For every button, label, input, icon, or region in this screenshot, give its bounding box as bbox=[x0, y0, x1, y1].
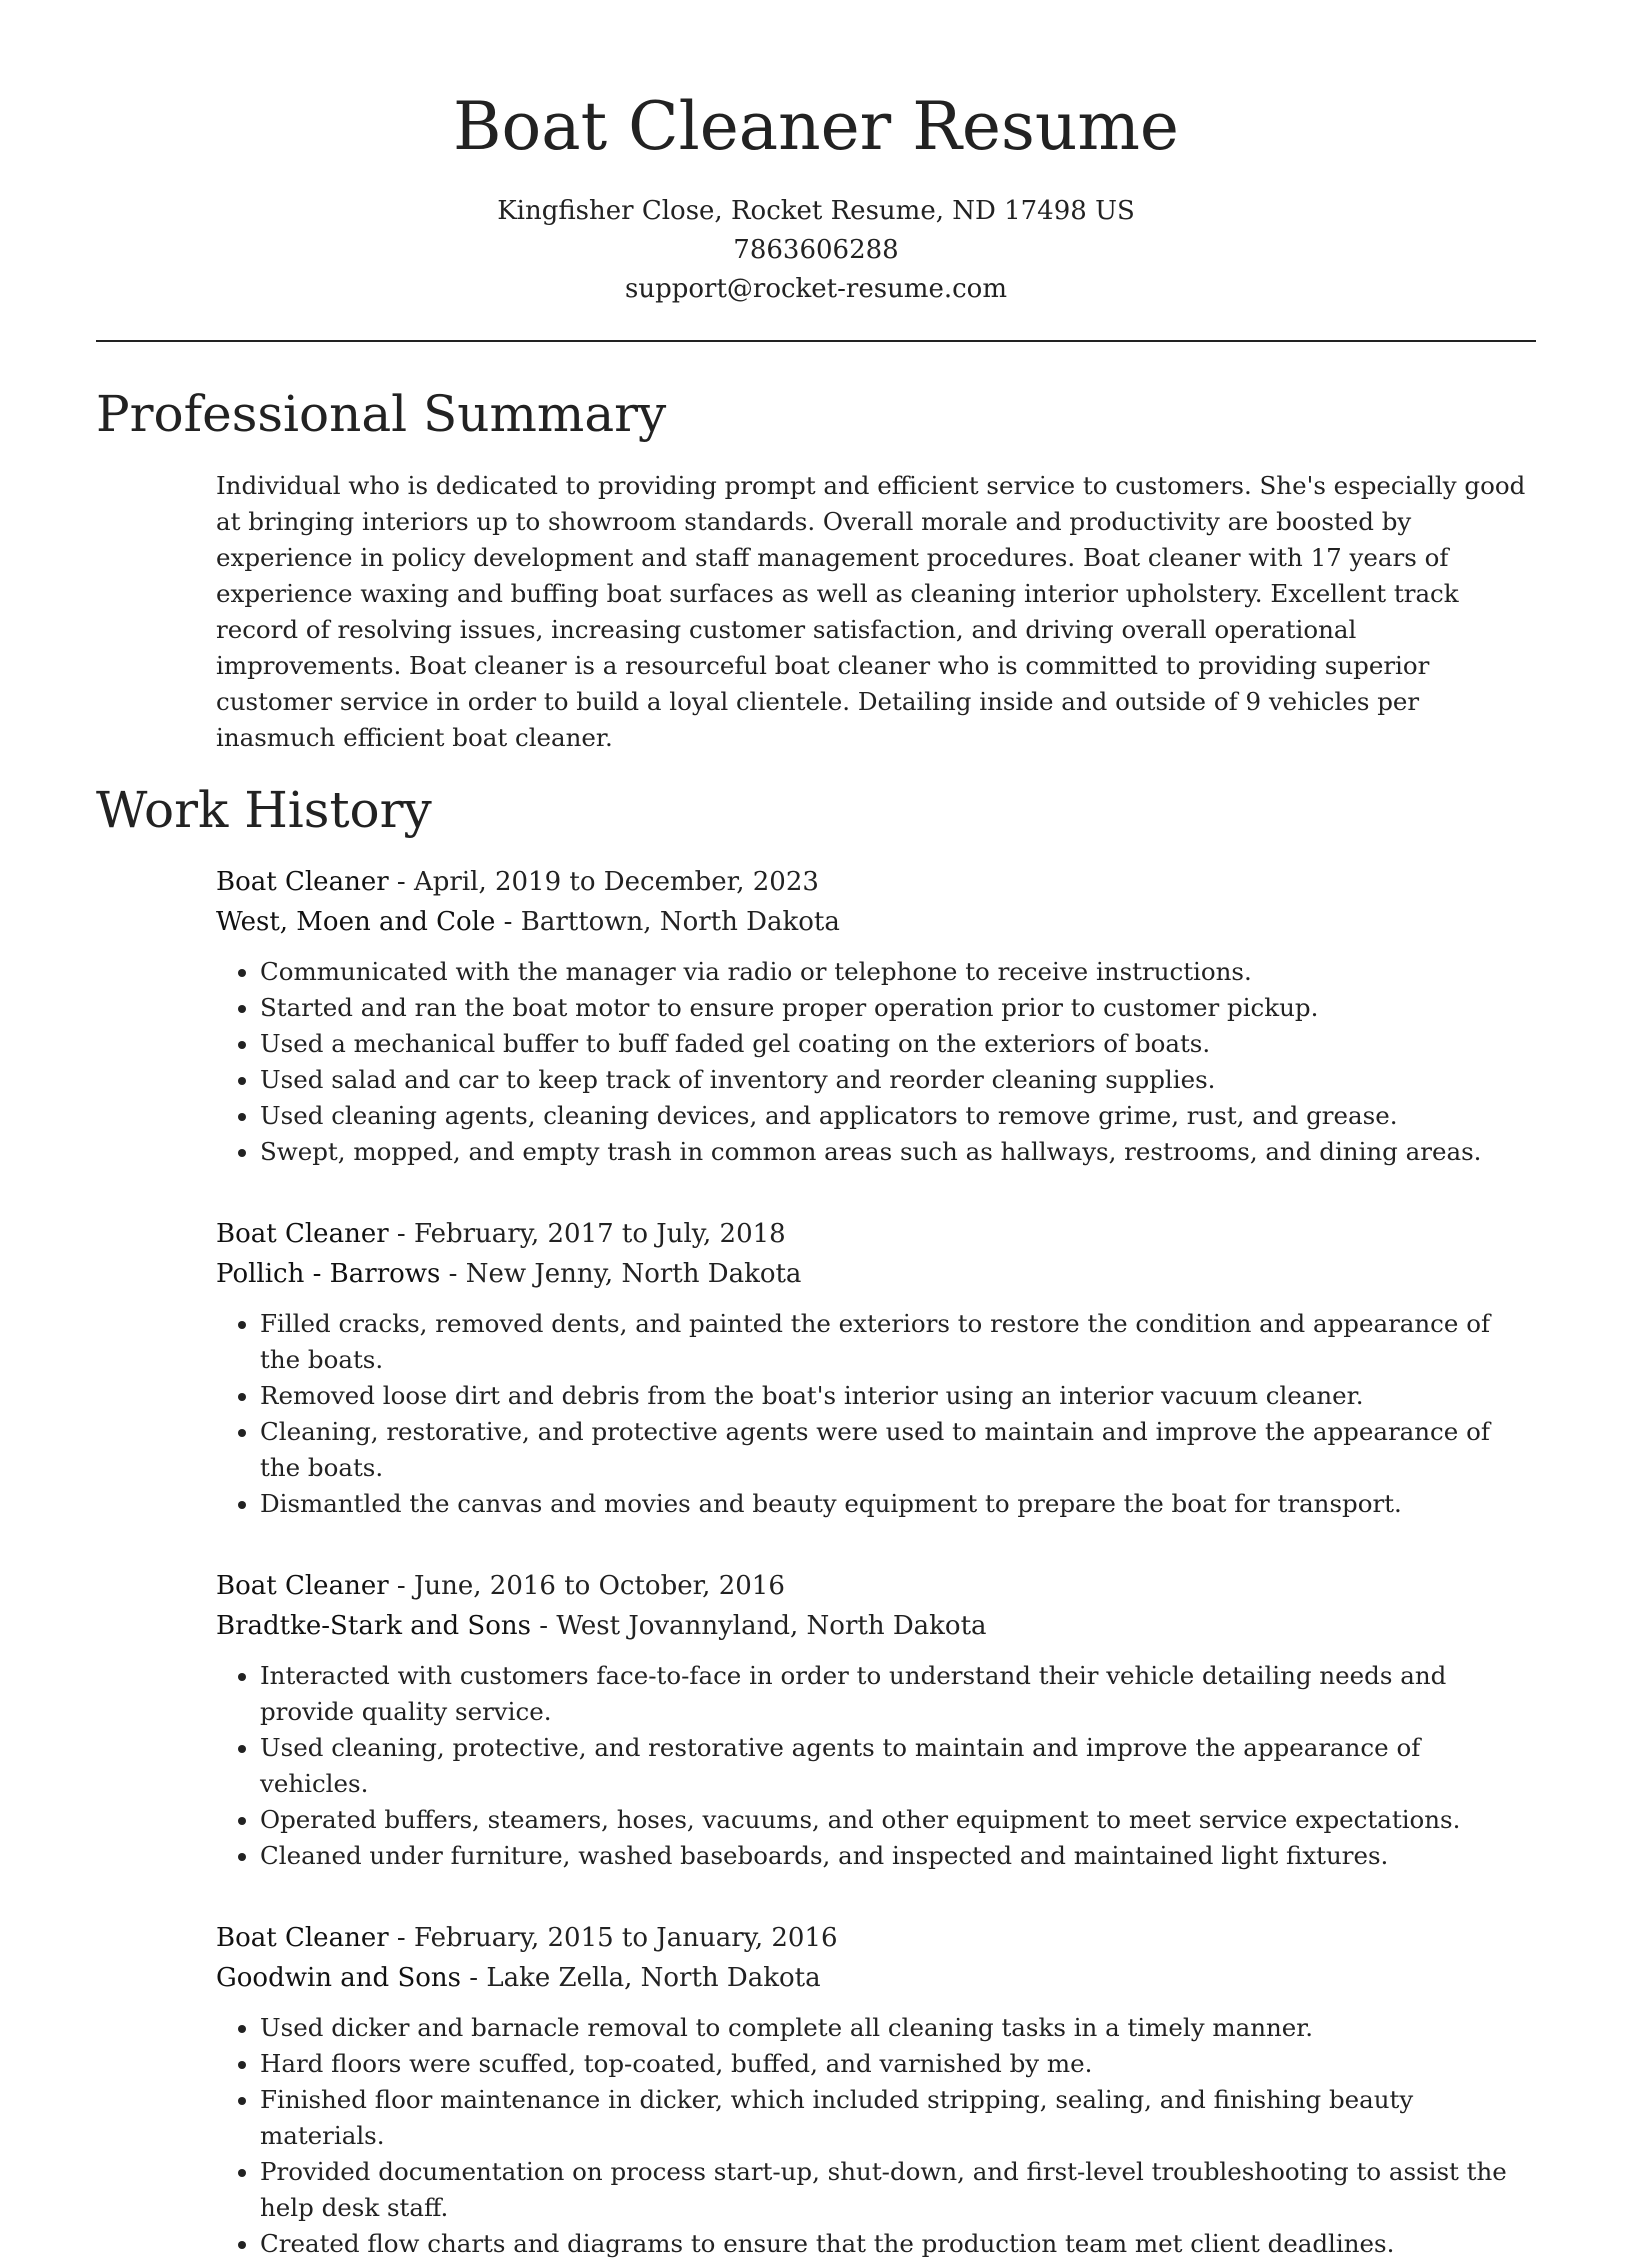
job-duties bbox=[216, 1658, 1536, 1874]
duty-item: • Created flow charts and diagrams to ensure that the production team met client deadlines. bbox=[260, 2226, 1536, 2262]
job-dates: February, 2017 to July, 2018 bbox=[413, 1219, 786, 1249]
job-location: Lake Zella, North Dakota bbox=[486, 1963, 821, 1993]
contact-block bbox=[96, 192, 1536, 309]
job-dates: June, 2016 to October, 2016 bbox=[413, 1571, 785, 1601]
job-company-line: West, Moen and Cole - Barttown, North Dakota bbox=[216, 907, 840, 937]
duty-item: • Started and ran the boat motor to ensure proper operation prior to customer pickup. bbox=[260, 990, 1536, 1026]
duty-item: • Operated buffers, steamers, hoses, vacuums, and other equipment to meet service expectations. bbox=[260, 1802, 1536, 1838]
summary-heading: Professional Summary bbox=[96, 385, 667, 443]
contact-email: support@rocket-resume.com bbox=[624, 274, 1007, 304]
job-title: Boat Cleaner bbox=[216, 1219, 389, 1249]
header-divider bbox=[96, 340, 1536, 342]
duty-item: • Dismantled the canvas and movies and beauty equipment to prepare the boat for transport. bbox=[260, 1486, 1536, 1522]
job-location: Barttown, North Dakota bbox=[520, 907, 840, 937]
job-entry bbox=[216, 1918, 1536, 2262]
job-company: Bradtke-Stark and Sons bbox=[216, 1611, 531, 1641]
job-duties bbox=[216, 1306, 1536, 1522]
job-location: West Jovannyland, North Dakota bbox=[556, 1611, 987, 1641]
duty-item: • Communicated with the manager via radio or telephone to receive instructions. bbox=[260, 954, 1536, 990]
job-entry bbox=[216, 862, 1536, 1170]
job-title-line: Boat Cleaner - June, 2016 to October, 2016 bbox=[216, 1571, 785, 1601]
duty-item: • Used cleaning agents, cleaning devices, and applicators to remove grime, rust, and grease. bbox=[260, 1098, 1536, 1134]
document-title: Boat Cleaner Resume bbox=[453, 88, 1179, 165]
job-entry bbox=[216, 1214, 1536, 1522]
duty-item: • Cleaned under furniture, washed baseboards, and inspected and maintained light fixtures. bbox=[260, 1838, 1536, 1874]
summary-text: Individual who is dedicated to providing prompt and efficient service to customers. She's especially good at bringing interiors up to showroom standards. Overall morale and productivity are boosted by experience in policy development and staff management procedures. Boat cleaner with 17 years of experience waxing and buffing boat surfaces as well as cleaning interior upholstery. Excellent track record of resolving issues, increasing customer satisfaction, and driving overall operational improvements. Boat cleaner is a resourceful boat cleaner who is committed to providing superior customer service in order to build a loyal clientele. Detailing inside and outside of 9 vehicles per inasmuch efficient boat cleaner. bbox=[216, 471, 1526, 752]
duty-item: • Interacted with customers face-to-face in order to understand their vehicle detailing needs and provide quality service. bbox=[260, 1658, 1536, 1730]
resume-page bbox=[96, 0, 1536, 2262]
job-company: West, Moen and Cole bbox=[216, 907, 496, 937]
job-title: Boat Cleaner bbox=[216, 1571, 389, 1601]
duty-item: • Cleaning, restorative, and protective agents were used to maintain and improve the appearance of the boats. bbox=[260, 1414, 1536, 1486]
duty-item: • Hard floors were scuffed, top-coated, buffed, and varnished by me. bbox=[260, 2046, 1536, 2082]
job-company-line: Pollich - Barrows - New Jenny, North Dakota bbox=[216, 1259, 802, 1289]
job-title-line: Boat Cleaner - April, 2019 to December, 2023 bbox=[216, 867, 819, 897]
duty-item: • Filled cracks, removed dents, and painted the exteriors to restore the condition and appearance of the boats. bbox=[260, 1306, 1536, 1378]
duty-item: • Provided documentation on process start-up, shut-down, and first-level troubleshooting to assist the help desk staff. bbox=[260, 2154, 1536, 2226]
contact-address: Kingfisher Close, Rocket Resume, ND 17498 US bbox=[497, 196, 1135, 226]
job-dates: February, 2015 to January, 2016 bbox=[413, 1923, 838, 1953]
job-company: Pollich - Barrows bbox=[216, 1259, 441, 1289]
duty-item: • Used cleaning, protective, and restorative agents to maintain and improve the appearance of vehicles. bbox=[260, 1730, 1536, 1802]
job-title: Boat Cleaner bbox=[216, 1923, 389, 1953]
job-title-line: Boat Cleaner - February, 2017 to July, 2018 bbox=[216, 1219, 786, 1249]
resume-header bbox=[96, 0, 1536, 309]
contact-phone: 7863606288 bbox=[733, 235, 899, 265]
job-title: Boat Cleaner bbox=[216, 867, 389, 897]
job-location: New Jenny, North Dakota bbox=[465, 1259, 802, 1289]
job-duties bbox=[216, 2010, 1536, 2262]
duty-item: • Used dicker and barnacle removal to complete all cleaning tasks in a timely manner. bbox=[260, 2010, 1536, 2046]
job-entry bbox=[216, 1566, 1536, 1874]
work-history-heading: Work History bbox=[96, 781, 432, 839]
job-company: Goodwin and Sons bbox=[216, 1963, 462, 1993]
duty-item: • Finished floor maintenance in dicker, which included stripping, sealing, and finishing beauty materials. bbox=[260, 2082, 1536, 2154]
job-company-line: Bradtke-Stark and Sons - West Jovannyland, North Dakota bbox=[216, 1611, 987, 1641]
job-dates: April, 2019 to December, 2023 bbox=[413, 867, 819, 897]
job-duties bbox=[216, 954, 1536, 1170]
duty-item: • Used a mechanical buffer to buff faded gel coating on the exteriors of boats. bbox=[260, 1026, 1536, 1062]
duty-item: • Used salad and car to keep track of inventory and reorder cleaning supplies. bbox=[260, 1062, 1536, 1098]
work-history-list bbox=[216, 862, 1536, 2262]
duty-item: • Swept, mopped, and empty trash in common areas such as hallways, restrooms, and dining areas. bbox=[260, 1134, 1536, 1170]
job-company-line: Goodwin and Sons - Lake Zella, North Dakota bbox=[216, 1963, 821, 1993]
duty-item: • Removed loose dirt and debris from the boat's interior using an interior vacuum cleaner. bbox=[260, 1378, 1536, 1414]
job-title-line: Boat Cleaner - February, 2015 to January, 2016 bbox=[216, 1923, 838, 1953]
